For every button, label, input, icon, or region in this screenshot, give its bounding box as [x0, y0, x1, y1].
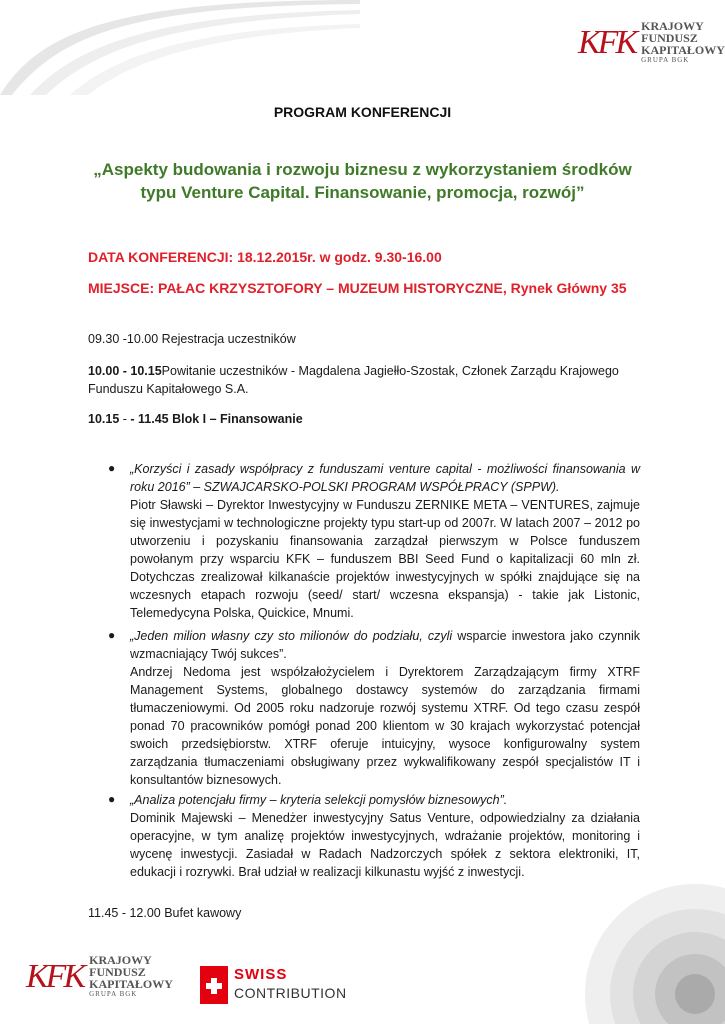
- schedule-block-heading: 10.15 - - 11.45 Blok I – Finansowanie: [88, 412, 303, 426]
- agenda-item: [130, 627, 640, 789]
- agenda-item-body: Dominik Majewski – Menedżer inwestycyjny Satus Venture, odpowiedzialny za działania operacyjne, w tym analizę projektów inwestycyjnych, wdrażanie projektów, monitoring i wycenę inwestycji. Zasiadał w Radach Nadzorczych spółek z sektora elektroniki, IT, edukacji i rozrywki. Brał udział w realizacji kilkunastu wyjść z inwestycji.: [130, 811, 640, 879]
- schedule-registration: 09.30 -10.00 Rejestracja uczestników: [88, 332, 296, 346]
- kfk-logo-text: KRAJOWY FUNDUSZ KAPITAŁOWY GRUPA BGK: [641, 19, 725, 64]
- agenda-item-body: Piotr Sławski – Dyrektor Inwestycyjny w Funduszu ZERNIKE META – VENTURES, zajmuje się inwestycjami w technologiczne projekty typu start-up od 2007r. W latach 2007 – 2012 po utworzeniu i pozyskaniu finansowania zarządzał pierwszym w Polsce funduszem powołanym przy wsparciu KFK – funduszem BBI Seed Fund o kapitalizacji 60 mln zł. Dotychczas zrealizował kilkanaście projektów inwestycyjnych w spółki znajdujące się na wczesnych etapach rozwoju (seed/ start/ wczesna ekspansja) - takie jak Listonic, Telemedycyna Polska, Quickice, Mnumi.: [130, 498, 640, 620]
- agenda-item-title: „Jeden milion własny czy sto milionów do podziału, czyli: [130, 629, 453, 643]
- swiss-contribution-logo: SWISS CONTRIBUTION: [200, 966, 347, 1004]
- bullet-icon: ●: [108, 792, 116, 806]
- document-title: PROGRAM KONFERENCJI: [273, 104, 452, 120]
- schedule-welcome: [88, 362, 648, 398]
- kfk-mark: KFK: [26, 957, 84, 995]
- agenda-item-title: „Analiza potencjału firmy – kryteria selekcji pomysłów biznesowych”.: [130, 793, 508, 807]
- agenda-item-title-rest: wsparcie inwestora jako czynnik wzmacniający Twój sukces”.: [130, 629, 641, 661]
- welcome-text: Powitanie uczestników - Magdalena Jagiełło-Szostak, Członek Zarządu Krajowego Funduszu Kapitałowego S.A.: [88, 364, 619, 396]
- swiss-flag-icon: [200, 966, 228, 1004]
- conference-place: MIEJSCE: PAŁAC KRZYSZTOFORY – MUZEUM HISTORYCZNE, Rynek Główny 35: [88, 280, 627, 296]
- agenda-item: [130, 460, 640, 622]
- schedule-coffee-break: 11.45 - 12.00 Bufet kawowy: [88, 906, 242, 920]
- welcome-time: 10.00 - 10.15: [88, 364, 162, 378]
- decorative-spiral-image: [565, 864, 725, 1024]
- decorative-architecture-image: [0, 0, 360, 95]
- kfk-logo-footer: [26, 954, 173, 999]
- agenda-item-title: „Korzyści i zasady współpracy z funduszami venture capital - możliwości finansowania w roku 2016” – SZWAJCARSKO-POLSKI PROGRAM WSPÓŁPRACY (SPPW).: [130, 462, 640, 494]
- kfk-logo-text: KRAJOWY FUNDUSZ KAPITAŁOWY GRUPA BGK: [89, 953, 173, 998]
- kfk-mark: KFK: [578, 23, 636, 61]
- agenda-item: [130, 791, 640, 881]
- agenda-item-body: Andrzej Nedoma jest współzałożycielem i Dyrektorem Zarządzającym firmy XTRF Management Systems, globalnego dostawcy systemów do zarządzania firmami tłumaczeniowymi. Od 2005 roku nadzoruje rozwój systemu XTRF. Od tego czasu zespół ponad 70 pracowników pomógł ponad 200 klientom w 30 krajach wykorzystać potencjał swoich przedsiębiorstw. XTRF oferuje intuicyjny, wysoce konfigurowalny system zarządzania tłumaczeniami obsługiwany przez wykwalifikowany zespół specjalistów IT i konsultantów biznesowych.: [130, 665, 640, 787]
- bullet-icon: ●: [108, 461, 116, 475]
- conference-date: DATA KONFERENCJI: 18.12.2015r. w godz. 9.30-16.00: [88, 249, 442, 265]
- conference-title: „Aspekty budowania i rozwoju biznesu z wykorzystaniem środków typu Venture Capital. Finansowanie, promocja, rozwój”: [93, 160, 632, 202]
- kfk-logo-header: [578, 20, 725, 65]
- bullet-icon: ●: [108, 628, 116, 642]
